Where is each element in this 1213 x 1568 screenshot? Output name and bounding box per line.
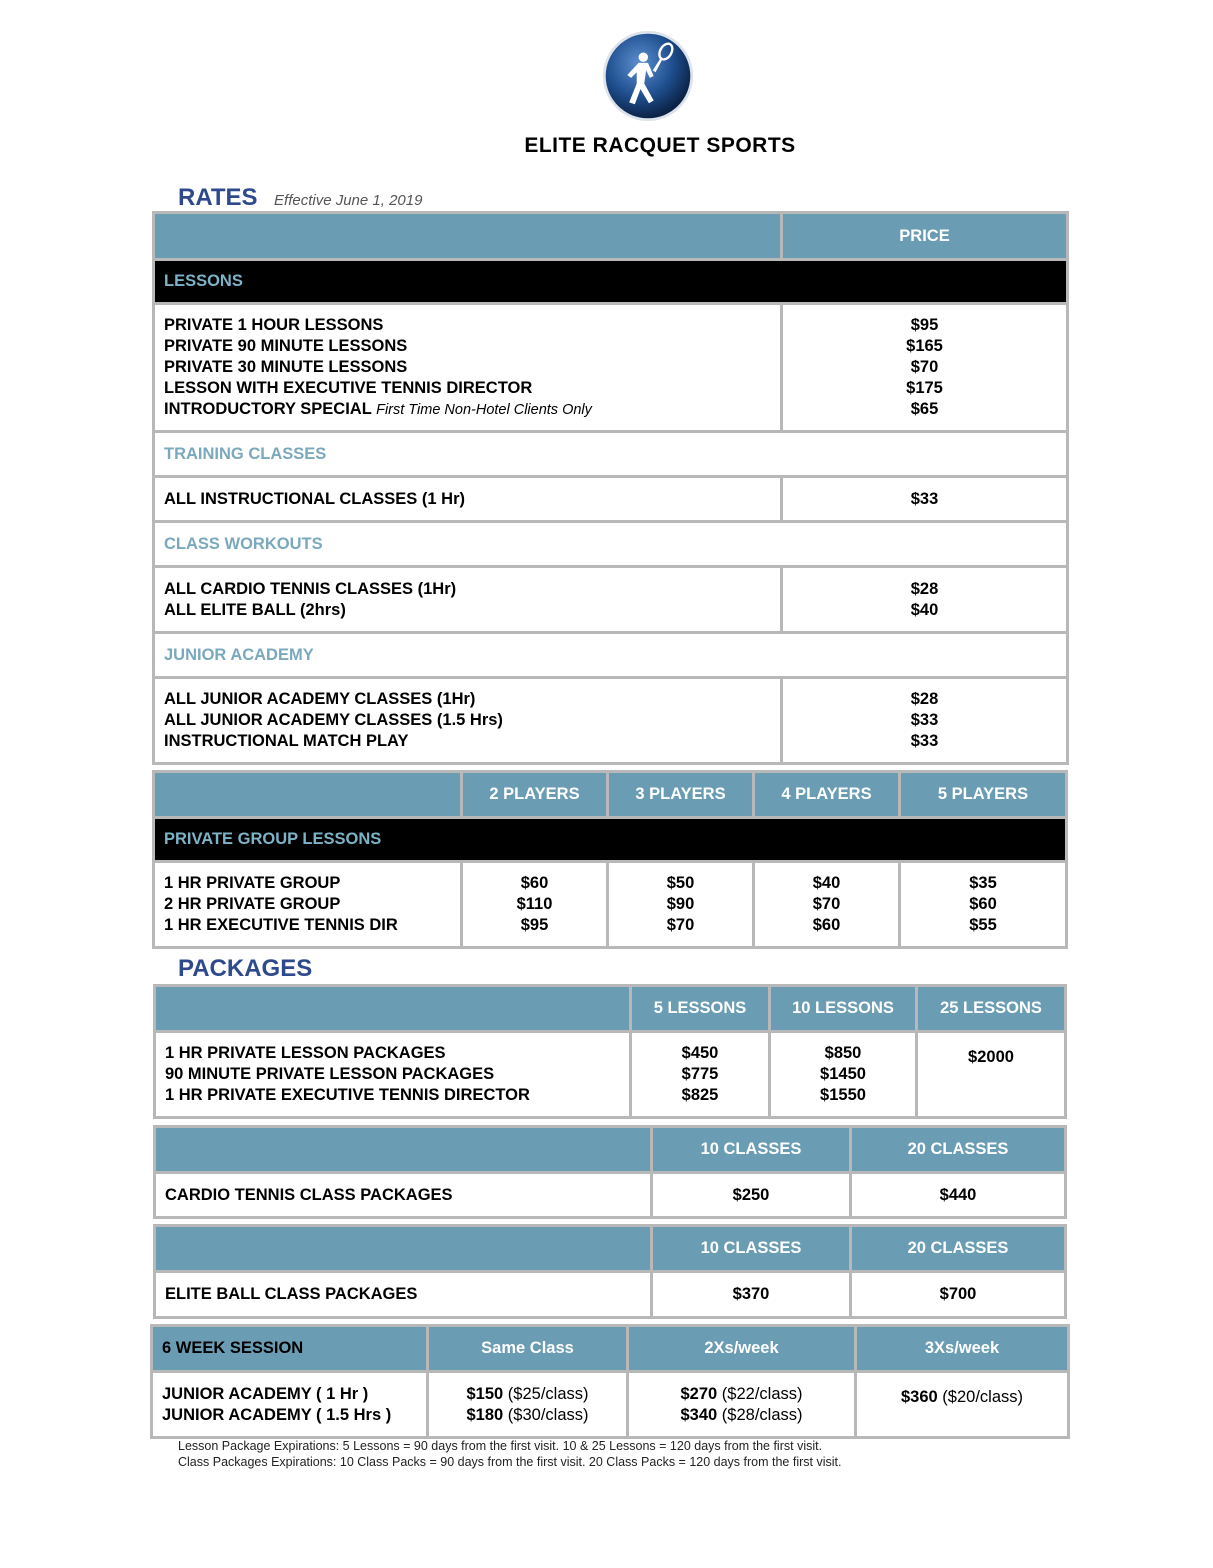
package-prices-5 bbox=[631, 1032, 770, 1118]
cardio-packages-table bbox=[153, 1125, 1067, 1219]
junior-names bbox=[154, 678, 782, 764]
package-price: $775 bbox=[681, 1065, 719, 1083]
junior-row bbox=[154, 678, 1068, 764]
group-price: $60 bbox=[969, 895, 997, 913]
session-per-class: ($28/class) bbox=[721, 1405, 803, 1424]
lessons-count-header: 5 LESSONS bbox=[631, 986, 770, 1032]
package-prices-10 bbox=[770, 1032, 917, 1118]
group-price: $35 bbox=[969, 874, 997, 892]
session-cell bbox=[638, 1384, 845, 1405]
training-row bbox=[154, 477, 1068, 522]
cardio-price-20: $440 bbox=[851, 1173, 1066, 1218]
package-price: $1450 bbox=[820, 1065, 866, 1083]
lesson-price: $165 bbox=[906, 337, 943, 355]
lesson-price: $70 bbox=[910, 358, 939, 376]
classes-header: 20 CLASSES bbox=[851, 1226, 1066, 1272]
packages-blank-header bbox=[155, 986, 631, 1032]
package-price: $1550 bbox=[820, 1086, 866, 1104]
packages-title: PACKAGES bbox=[178, 955, 313, 982]
players-header: 5 PLAYERS bbox=[900, 772, 1067, 818]
group-prices-5 bbox=[900, 862, 1067, 948]
workouts-section-title: CLASS WORKOUTS bbox=[154, 522, 1068, 567]
players-header: 3 PLAYERS bbox=[608, 772, 754, 818]
classes-header: 10 CLASSES bbox=[652, 1226, 851, 1272]
session-title: 6 WEEK SESSION bbox=[152, 1326, 428, 1372]
session-price: $180 bbox=[466, 1405, 504, 1424]
lessons-row bbox=[154, 304, 1068, 432]
package-name: 1 HR PRIVATE LESSON PACKAGES bbox=[165, 1044, 446, 1062]
eliteball-price-20: $700 bbox=[851, 1272, 1066, 1318]
group-row bbox=[154, 862, 1067, 948]
brand-name: ELITE RACQUET SPORTS bbox=[524, 134, 796, 157]
session-row bbox=[152, 1372, 1069, 1438]
session-cell bbox=[866, 1387, 1058, 1408]
group-prices-4 bbox=[754, 862, 900, 948]
session-price: $270 bbox=[680, 1384, 718, 1403]
workouts-names bbox=[154, 567, 782, 633]
package-price: $450 bbox=[681, 1044, 719, 1062]
workout-price: $40 bbox=[910, 600, 939, 619]
lessons-prices bbox=[782, 304, 1068, 432]
lesson-packages-table bbox=[153, 984, 1067, 1119]
package-name: 1 HR PRIVATE EXECUTIVE TENNIS DIRECTOR bbox=[165, 1086, 530, 1104]
session-cell bbox=[638, 1405, 845, 1426]
lesson-price: $65 bbox=[910, 400, 939, 418]
lessons-count-header: 10 LESSONS bbox=[770, 986, 917, 1032]
session-table bbox=[150, 1324, 1070, 1439]
workouts-row bbox=[154, 567, 1068, 633]
group-price: $60 bbox=[520, 874, 549, 892]
cardio-blank-header bbox=[155, 1127, 652, 1173]
group-price: $70 bbox=[666, 916, 695, 934]
group-prices-3 bbox=[608, 862, 754, 948]
package-name: 90 MINUTE PRIVATE LESSON PACKAGES bbox=[165, 1065, 495, 1083]
session-price: $360 bbox=[900, 1388, 938, 1406]
junior-name: ALL JUNIOR ACADEMY CLASSES (1Hr) bbox=[164, 690, 476, 708]
junior-name: INSTRUCTIONAL MATCH PLAY bbox=[164, 732, 409, 750]
lesson-name: PRIVATE 90 MINUTE LESSONS bbox=[164, 336, 408, 355]
session-cell bbox=[438, 1384, 617, 1405]
session-cell bbox=[438, 1405, 617, 1426]
lesson-name: PRIVATE 1 HOUR LESSONS bbox=[164, 315, 384, 334]
group-price: $60 bbox=[812, 916, 841, 934]
package-price: $2000 bbox=[968, 1048, 1014, 1066]
lesson-packages-row bbox=[155, 1032, 1066, 1118]
eliteball-row bbox=[155, 1272, 1066, 1318]
training-name: ALL INSTRUCTIONAL CLASSES (1 Hr) bbox=[154, 477, 782, 522]
classes-header: 10 CLASSES bbox=[652, 1127, 851, 1173]
workouts-prices bbox=[782, 567, 1068, 633]
group-price: $95 bbox=[520, 916, 549, 934]
workout-name: ALL ELITE BALL (2hrs) bbox=[164, 600, 346, 619]
lesson-name: LESSON WITH EXECUTIVE TENNIS DIRECTOR bbox=[164, 378, 533, 397]
group-price: $50 bbox=[666, 874, 695, 892]
group-name: 1 HR PRIVATE GROUP bbox=[164, 874, 341, 892]
footnotes bbox=[178, 1438, 841, 1470]
package-prices-25 bbox=[917, 1032, 1066, 1118]
effective-date: Effective June 1, 2019 bbox=[274, 192, 423, 209]
group-prices-2 bbox=[462, 862, 608, 948]
session-price: $150 bbox=[466, 1384, 504, 1403]
junior-price: $33 bbox=[910, 732, 939, 750]
session-per-class: ($22/class) bbox=[721, 1384, 803, 1403]
eliteball-packages-table bbox=[153, 1224, 1067, 1319]
rates-title: RATES bbox=[178, 184, 258, 211]
group-price: $90 bbox=[666, 895, 695, 913]
workout-name: ALL CARDIO TENNIS CLASSES (1Hr) bbox=[164, 579, 457, 598]
players-header: 2 PLAYERS bbox=[462, 772, 608, 818]
session-name: JUNIOR ACADEMY ( 1.5 Hrs ) bbox=[162, 1405, 392, 1424]
session-price: $340 bbox=[680, 1405, 718, 1424]
eliteball-name: ELITE BALL CLASS PACKAGES bbox=[155, 1272, 652, 1318]
group-price: $110 bbox=[516, 895, 553, 913]
session-header: 2Xs/week bbox=[628, 1326, 856, 1372]
tennis-player-logo bbox=[601, 29, 695, 123]
session-same-class bbox=[428, 1372, 628, 1438]
training-price: $33 bbox=[782, 477, 1068, 522]
session-header: 3Xs/week bbox=[856, 1326, 1069, 1372]
lessons-section-title: LESSONS bbox=[154, 260, 1068, 304]
lesson-item bbox=[164, 399, 771, 421]
session-per-class: ($30/class) bbox=[507, 1405, 589, 1424]
footnote: Class Packages Expirations: 10 Class Packs = 90 days from the first visit. 20 Class Packs = 120 days from the first visit. bbox=[178, 1455, 842, 1469]
lesson-name: INTRODUCTORY SPECIAL bbox=[164, 399, 372, 418]
group-price: $55 bbox=[969, 916, 997, 934]
session-per-class: ($20/class) bbox=[942, 1388, 1023, 1406]
group-names bbox=[154, 862, 462, 948]
lessons-names bbox=[154, 304, 782, 432]
group-price: $40 bbox=[812, 874, 841, 892]
price-header: PRICE bbox=[782, 213, 1068, 260]
group-name: 2 HR PRIVATE GROUP bbox=[164, 895, 341, 913]
footnote: Lesson Package Expirations: 5 Lessons = 90 days from the first visit. 10 & 25 Lessons = 120 days from the first visit. bbox=[178, 1439, 823, 1453]
session-per-class: ($25/class) bbox=[507, 1384, 589, 1403]
session-name: JUNIOR ACADEMY ( 1 Hr ) bbox=[162, 1384, 369, 1403]
rates-heading bbox=[178, 184, 422, 212]
session-names bbox=[152, 1372, 428, 1438]
lesson-price: $175 bbox=[906, 379, 943, 397]
cardio-price-10: $250 bbox=[652, 1173, 851, 1218]
group-section-title: PRIVATE GROUP LESSONS bbox=[154, 818, 1067, 862]
group-lessons-table bbox=[152, 770, 1068, 949]
rates-blank-header bbox=[154, 213, 782, 260]
lesson-name: PRIVATE 30 MINUTE LESSONS bbox=[164, 357, 408, 376]
group-price: $70 bbox=[812, 895, 841, 913]
cardio-row bbox=[155, 1173, 1066, 1218]
lessons-count-header: 25 LESSONS bbox=[917, 986, 1066, 1032]
package-price: $825 bbox=[681, 1086, 719, 1104]
eliteball-price-10: $370 bbox=[652, 1272, 851, 1318]
players-header: 4 PLAYERS bbox=[754, 772, 900, 818]
eliteball-blank-header bbox=[155, 1226, 652, 1272]
session-3x-week bbox=[856, 1372, 1069, 1438]
group-name: 1 HR EXECUTIVE TENNIS DIR bbox=[164, 916, 398, 934]
package-names bbox=[155, 1032, 631, 1118]
rates-table bbox=[152, 211, 1069, 765]
training-section-title: TRAINING CLASSES bbox=[154, 432, 1068, 477]
session-2x-week bbox=[628, 1372, 856, 1438]
junior-price: $33 bbox=[910, 711, 939, 729]
lesson-note: First Time Non-Hotel Clients Only bbox=[376, 401, 592, 418]
junior-prices bbox=[782, 678, 1068, 764]
lesson-price: $95 bbox=[910, 316, 939, 334]
cardio-name: CARDIO TENNIS CLASS PACKAGES bbox=[155, 1173, 652, 1218]
package-price: $850 bbox=[824, 1044, 862, 1062]
group-blank-header bbox=[154, 772, 462, 818]
junior-name: ALL JUNIOR ACADEMY CLASSES (1.5 Hrs) bbox=[164, 711, 503, 729]
junior-price: $28 bbox=[910, 690, 939, 708]
classes-header: 20 CLASSES bbox=[851, 1127, 1066, 1173]
workout-price: $28 bbox=[910, 579, 939, 598]
session-header: Same Class bbox=[428, 1326, 628, 1372]
junior-section-title: JUNIOR ACADEMY bbox=[154, 633, 1068, 678]
